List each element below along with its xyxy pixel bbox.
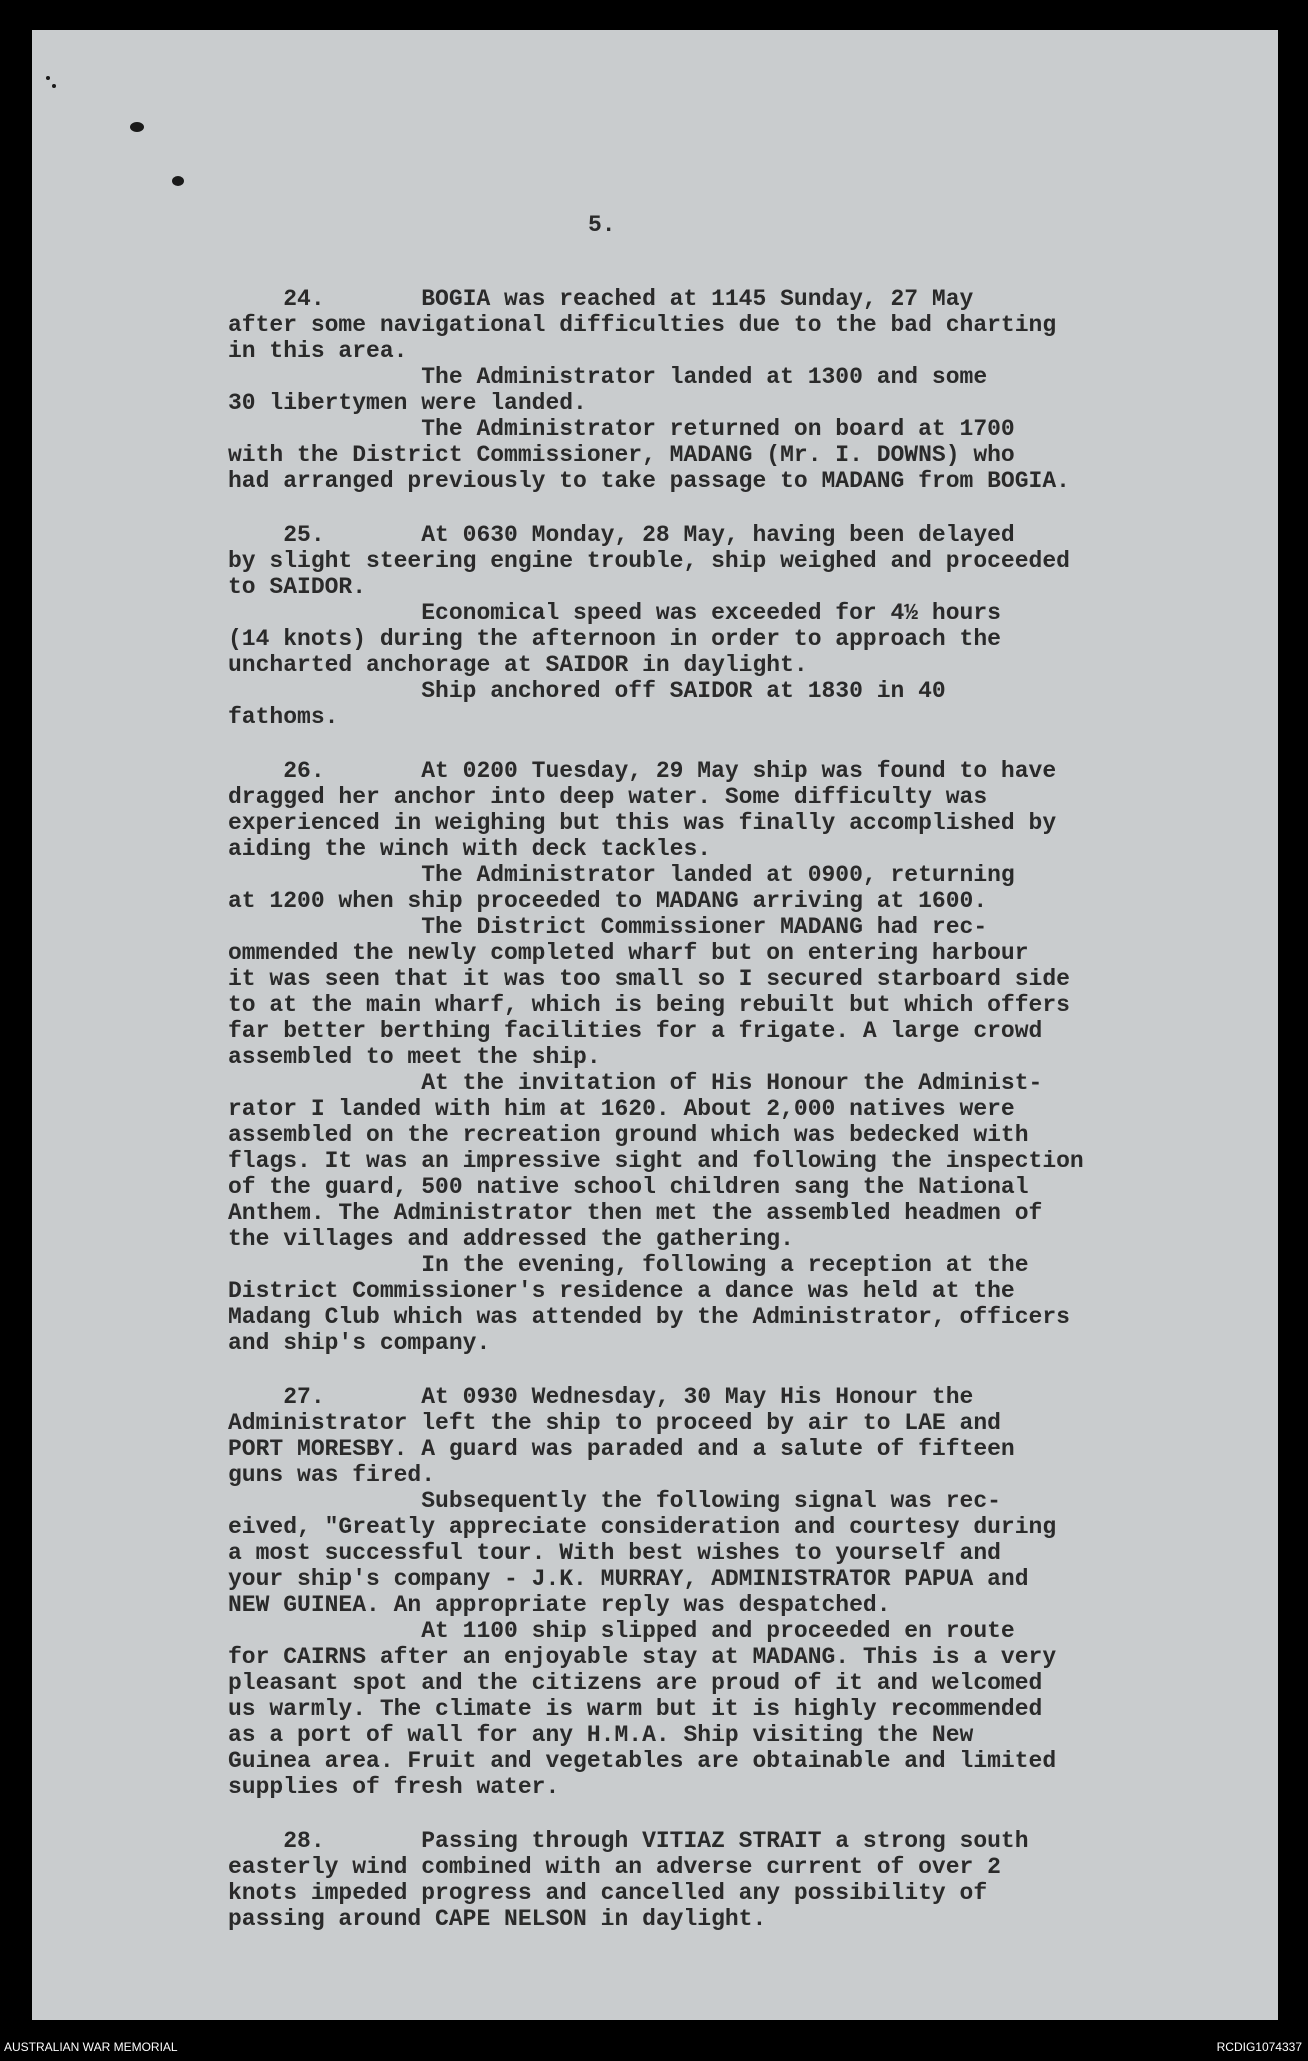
text-line: fathoms. [228,704,339,730]
text-line: with the District Commissioner, MADANG (Mr. I. DOWNS) who [228,442,1015,468]
text-line: at 1200 when ship proceeded to MADANG arriving at 1600. [228,888,988,914]
text-line: Anthem. The Administrator then met the assembled headmen of [228,1200,1043,1226]
text-line: far better berthing facilities for a frigate. A large crowd [228,1018,1043,1044]
text-line: your ship's company - J.K. MURRAY, ADMINISTRATOR PAPUA and [228,1566,1029,1592]
text-line: pleasant spot and the citizens are proud of it and welcomed [228,1670,1043,1696]
text-line: Guinea area. Fruit and vegetables are obtainable and limited [228,1748,1057,1774]
text-line: guns was fired. [228,1462,436,1488]
paragraph-gap [228,1356,1188,1384]
text-line: it was seen that it was too small so I secured starboard side [228,966,1070,992]
typed-report-text [228,286,1188,1932]
text-line: us warmly. The climate is warm but it is highly recommended [228,1696,1043,1722]
text-line: At 1100 ship slipped and proceeded en route [228,1618,1015,1644]
text-line: assembled on the recreation ground which was bedecked with [228,1122,1029,1148]
footer-left: AUSTRALIAN WAR MEMORIAL [4,2040,178,2054]
text-line: Madang Club which was attended by the Administrator, officers [228,1304,1070,1330]
paragraph-gap [228,730,1188,758]
punch-hole [52,84,56,88]
text-line: for CAIRNS after an enjoyable stay at MADANG. This is a very [228,1644,1057,1670]
text-line: passing around CAPE NELSON in daylight. [228,1906,767,1932]
text-line: knots impeded progress and cancelled any possibility of [228,1880,988,1906]
text-line: Administrator left the ship to proceed by air to LAE and [228,1410,1001,1436]
text-line: in this area. [228,338,408,364]
text-line: Economical speed was exceeded for 4½ hours [228,600,1001,626]
text-line: the villages and addressed the gathering. [228,1226,794,1252]
text-line: aiding the winch with deck tackles. [228,836,712,862]
punch-hole [46,76,50,80]
text-line: ommended the newly completed wharf but on entering harbour [228,940,1029,966]
text-line: Ship anchored off SAIDOR at 1830 in 40 [228,678,946,704]
footer-right: RCDIG1074337 [1216,2040,1302,2054]
text-line: to SAIDOR. [228,574,367,600]
text-line: The District Commissioner MADANG had rec- [228,914,988,940]
text-line: of the guard, 500 native school children sang the National [228,1174,1029,1200]
text-line: a most successful tour. With best wishes to yourself and [228,1540,1001,1566]
text-line: 25. At 0630 Monday, 28 May, having been delayed [228,522,1015,548]
paragraph-gap [228,494,1188,522]
text-line: experienced in weighing but this was finally accomplished by [228,810,1057,836]
paragraph-gap [228,1800,1188,1828]
text-line: eived, "Greatly appreciate consideration and courtesy during [228,1514,1057,1540]
text-line: easterly wind combined with an adverse current of over 2 [228,1854,1001,1880]
text-line: and ship's company. [228,1330,491,1356]
punch-hole [172,176,184,186]
text-line: Subsequently the following signal was rec- [228,1488,1001,1514]
text-line: The Administrator returned on board at 1700 [228,416,1015,442]
text-line: uncharted anchorage at SAIDOR in daylight. [228,652,808,678]
text-line: At the invitation of His Honour the Administ- [228,1070,1043,1096]
punch-hole [130,122,144,132]
text-line: by slight steering engine trouble, ship weighed and proceeded [228,548,1070,574]
text-line: The Administrator landed at 1300 and some [228,364,988,390]
text-line: 27. At 0930 Wednesday, 30 May His Honour the [228,1384,974,1410]
text-line: 26. At 0200 Tuesday, 29 May ship was found to have [228,758,1057,784]
text-line: after some navigational difficulties due to the bad charting [228,312,1057,338]
page-number: 5. [588,212,616,238]
text-line: 30 libertymen were landed. [228,390,587,416]
text-line: as a port of wall for any H.M.A. Ship visiting the New [228,1722,974,1748]
text-line: assembled to meet the ship. [228,1044,601,1070]
text-line: flags. It was an impressive sight and following the inspection [228,1148,1084,1174]
text-line: rator I landed with him at 1620. About 2,000 natives were [228,1096,1015,1122]
text-line: to at the main wharf, which is being rebuilt but which offers [228,992,1070,1018]
text-line: (14 knots) during the afternoon in order to approach the [228,626,1001,652]
text-line: In the evening, following a reception at the [228,1252,1029,1278]
text-line: NEW GUINEA. An appropriate reply was despatched. [228,1592,891,1618]
text-line: PORT MORESBY. A guard was paraded and a salute of fifteen [228,1436,1015,1462]
text-line: had arranged previously to take passage to MADANG from BOGIA. [228,468,1070,494]
text-line: supplies of fresh water. [228,1774,560,1800]
text-line: dragged her anchor into deep water. Some difficulty was [228,784,988,810]
text-line: 24. BOGIA was reached at 1145 Sunday, 27 May [228,286,974,312]
text-line: The Administrator landed at 0900, returning [228,862,1015,888]
text-line: District Commissioner's residence a dance was held at the [228,1278,1015,1304]
text-line: 28. Passing through VITIAZ STRAIT a strong south [228,1828,1029,1854]
